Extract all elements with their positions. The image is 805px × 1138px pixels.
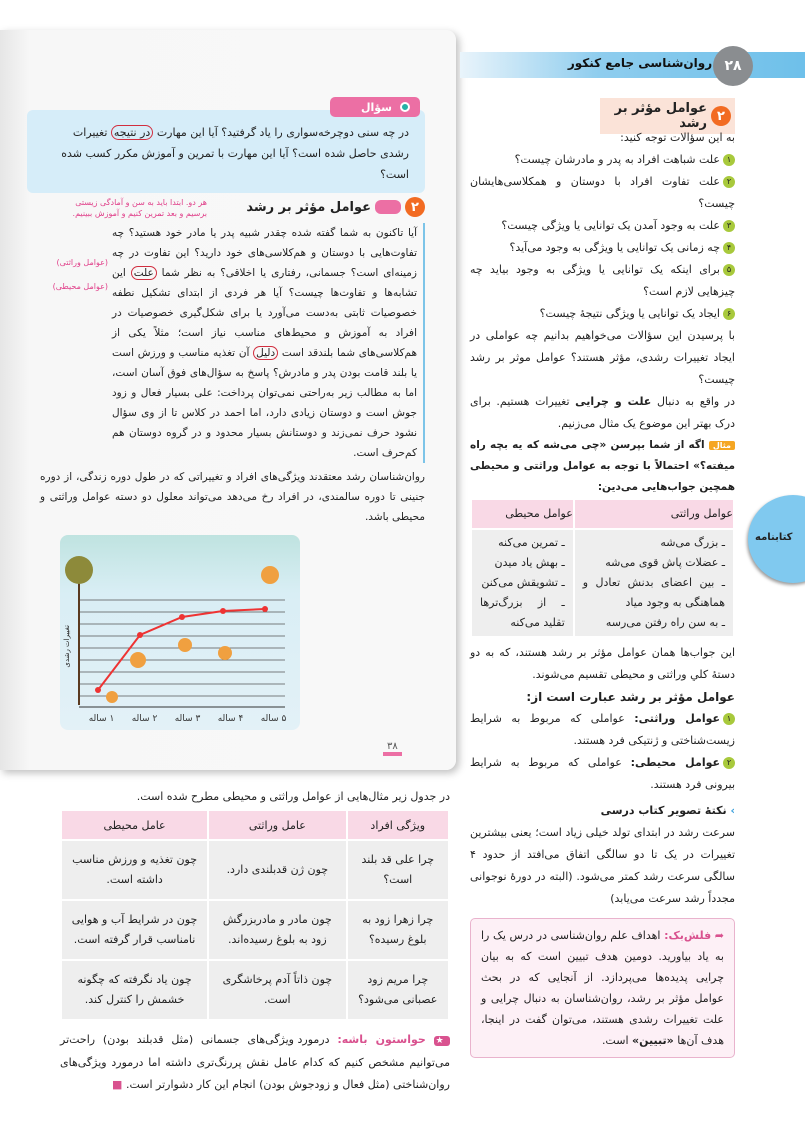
flashback-box: ➦ فلش‌بک: اهداف علم روان‌شناسی در درس یک را به یاد بیاورید. دومین هدف تبیین است که به بیان چرایی پدیده‌ها می‌پردازد. از آنجایی که در بحث عوامل مؤثر بر رشد، روان‌شناسان به دنبال چرایی و علت تغییرات رشدی هستند، می‌توان گفت در اینجا، هدف آن‌ها «تبیین» است. [470,918,735,1058]
handwritten-note: هر دو. ابتدا باید به سن و آمادگی زیستی برسیم و بعد تمرین کنیم و آموزش ببینیم. [72,198,207,218]
section-tag-icon [375,200,401,214]
left-book-page [0,30,456,770]
note-hereditary: (عوامل وراثتی) [56,258,108,267]
left-paragraph-2: روان‌شناسان رشد معتقدند ویژگی‌های افراد و تغییراتی که در طول دوره زندگی، از دوره جنینی تا دوره سالمندی، در افراد رخ می‌دهد می‌تواند معلول دو دسته عوامل وراثتی و محیطی باشد. [40,471,425,523]
left-page-number: ۳۸ [383,741,402,756]
tree-icon [65,556,93,584]
table-row: چرا علی قد بلند است؟ چون ژن قدبلندی دارد. چون تغذیه و ورزش مناسب داشته است. [62,841,448,899]
left-section-title: ۲ عوامل مؤثر بر رشد [246,197,425,217]
factors-title: عوامل مؤثر بر رشد عبارت است از: [526,690,735,704]
example: مثال اگه از شما بپرسن «چی می‌شه که یه بچه راه میفته؟» احتمالاً با توجه به عوامل وراثتی و محیطی همچین جواب‌هایی می‌دین: [470,439,735,493]
page-number: ۲۸ [713,46,753,86]
warning-note: ★ حواستون باشه: درمورد ویژگی‌های جسمانی (مثل قدبلند بودن) راحت‌تر می‌توانیم مشخص کنیم که کدام عامل نقش پررنگ‌تری داشته اما درمورد ویژگی‌های روان‌شناختی (مثل فعال و زودجوش بودن) انجام این کار دشوارتر است. ■ [60,1033,450,1091]
list-item: ۴چه زمانی یک توانایی یا ویژگی به وجود می‌آید؟ [470,237,735,259]
examples-table: ویژگی افراد عامل وراثتی عامل محیطی چرا علی قد بلند است؟ چون ژن قدبلندی دارد. چون تغذیه و ورزش مناسب داشته است. چرا زهرا زود به بلوغ رسیده؟ چون مادر و مادربزرگش زود به بلوغ رسیده‌اند. چون در شرایط آب و هوایی نامناسب قرار گرفته است. چرا مریم زود عصبانی می‌شود؟ چون ذاتاً آدم پرخاشگری است. چون یاد نگرفته که چگونه خشمش را کنترل کند. [60,809,450,1021]
left-column [0,30,456,1096]
book-title: روان‌شناسی جامع کنکور [567,56,713,70]
question-list [470,149,735,325]
table-row: چرا زهرا زود به بلوغ رسیده؟ چون مادر و مادربزرگش زود به بلوغ رسیده‌اند. چون در شرایط آب و هوایی نامناسب قرار گرفته است. [62,901,448,959]
question-label: سؤال [330,97,420,117]
star-icon: ★ [435,1036,448,1046]
table-intro: در جدول زیر مثال‌هایی از عوامل وراثتی و محیطی مطرح شده است. [136,790,450,803]
list-item: ۶ایجاد یک توانایی یا ویژگی نتیجهٔ چیست؟ [470,303,735,325]
hereditary-cell: ـ بزرگ می‌شه ـ عضلات پاش قوی می‌شه ـ بین اعضای بدنش تعادل و هماهنگی به وجود میاد ـ به سن راه رفتن می‌رسه [575,530,733,636]
list-item: ۱علت شباهت افراد به پدر و مادرشان چیست؟ [470,149,735,171]
list-item: ۲عوامل محیطی: عواملی که مربوط به شرایط بیرونی فرد هستند. [470,756,735,791]
children-figures-icon [106,566,279,703]
table-row: چرا مریم زود عصبانی می‌شود؟ چون ذاتاً آدم پرخاشگری است. چون یاد نگرفته که چگونه خشمش را کنترل کند. [62,961,448,1019]
chevron-icon: › [730,804,735,817]
left-paragraph-1: آیا تاکنون به شما گفته شده چقدر شبیه پدر یا مادر خود هستید؟ چه تفاوت‌هایی با دوستان و هم‌کلاسی‌های خود دارید؟ این تفاوت در چه زمینه‌ای است؟ جسمانی، رفتاری یا اخلاقی؟ به نظر شما علت این تشابه‌ها و تفاوت‌ها چیست؟ آیا هر فردی از ابتدای تشکیل نطفه خصوصیات ثابتی به‌دست می‌آورد یا برای شکل‌گیری خصوصیات در افراد به آموزش و محیط‌های مناسب نیاز است؛ مثلاً یکی از هم‌کلاسی‌های شما بلندقد است دلیل آن تغذیه مناسب و ورزش است یا بلند قامت بودن پدر و مادرش؟ پاسخ به سؤال‌های فوق آسان است، اما به مطالب زیر به‌راحتی نمی‌توان پرداخت: علی بسیار فعال و زود جوش است و دوستان زیادی دارد، اما احمد در کلاس تا از وی سؤال نشود حرف نمی‌زند و دوستانش بسیار محدود و در گروه دوستان هم کم‌حرف است. (عوامل وراثتی) (عوامل محیطی) [40,223,425,463]
growth-illustration [60,535,300,730]
bullet-icon [400,102,410,112]
note-environmental: (عوامل محیطی) [52,282,108,291]
right-body: به این سؤالات توجه کنید: ۱علت شباهت افراد به پدر و مادرشان چیست؟ ۲علت تفاوت افراد با دوستان و همکلاسی‌هایشان چیست؟ ۳علت به وجود آمدن یک توانایی یا ویژگی چیست؟ ۴چه زمانی یک توانایی یا ویژگی به وجود می‌آید؟ ۵برای اینکه یک توانایی یا ویژگی به وجود بیاید چه چیزهایی لازم است؟ ۶ایجاد یک توانایی یا ویژگی نتیجهٔ چیست؟ با پرسیدن این سؤالات می‌خواهیم بدانیم چه عواملی در ایجاد تغییرات رشدی، مؤثر هستند؟ عوامل موثر بر رشد چیست؟ در واقع به دنبال علت و چرایی تغییرات هستیم. برای درک بهتر این موضوع یک مثال می‌زنیم. مثال اگه از شما بپرسن «چی می‌شه که یه بچه راه میفته؟» احتمالاً با توجه به عوامل وراثتی و محیطی همچین جواب‌هایی می‌دین: عوامل وراثتی عوامل محیطی ـ بزرگ می‌شه ـ عضلات پاش قوی می‌شه ـ بین اعضای بدنش تعادل و هماهنگی به وجود میاد ـ به سن راه رفتن می‌رسه ـ تمرین می‌کنه ـ بهش یاد میدن ـ تشویقش می‌کنن ـ از بزرگ‌ترها تقلید می‌کنه این جواب‌ها همان عوامل مؤثر بر رشد هستند، که به دو دستهٔ کلي وراثتی و محیطی تقسیم می‌شوند. عوامل مؤثر بر رشد عبارت است از: ۱عوامل وراثتی: عواملی که مربوط به شرایط زیست‌شناختی و ژنتیکی فرد هستند. ۲عوامل محیطی: عواملی که مربوط به شرایط بیرونی فرد هستند. › نکتهٔ تصویر کتاب درسی سرعت رشد در ابتدای تولد خیلی زیاد است؛ یعنی بیشترین تغییرات در یک تا دو سالگی اتفاق می‌افتد از حدود ۴ سالگی سرعت رشد کمتر می‌شود. (البته در دورهٔ نوجوانی مجدداً رشد سرعت می‌یابد) ➦ فلش‌بک: اهداف علم روان‌شناسی در درس یک را به یاد بیاورید. دومین هدف تبیین است که به بیان چرایی پدیده‌ها می‌پردازد. از آنجایی که در بحث عوامل مؤثر بر رشد، روان‌شناسان به دنبال چرایی و علت تغییرات رشدی هستند، می‌توان گفت در اینجا، هدف آن‌ها «تبیین» است. [470,127,735,1058]
y-axis-label: تغییرات رشدی [63,625,71,668]
bottom-section [0,790,456,1096]
left-title-row [27,197,425,219]
x-axis-labels: ۱ ساله ۲ ساله ۳ ساله ۴ ساله ۵ ساله [88,714,287,724]
list-item: ۵برای اینکه یک توانایی یا ویژگی به وجود بیاید چه چیزهایی لازم است؟ [470,263,735,298]
example-tag: مثال [709,441,735,450]
arrow-icon: ➦ [714,929,725,942]
end-mark-icon: ■ [112,1078,123,1091]
right-section-title: ۲ عوامل مؤثر بر رشد [600,98,735,134]
list-item: ۱عوامل وراثتی: عواملی که مربوط به شرایط زیست‌شناختی و ژنتیکی فرد هستند. [470,712,735,747]
growth-chart-svg [60,535,300,715]
example-table: عوامل وراثتی عوامل محیطی ـ بزرگ می‌شه ـ عضلات پاش قوی می‌شه ـ بین اعضای بدنش تعادل و هماهنگی به وجود میاد ـ به سن راه رفتن می‌رسه ـ تمرین می‌کنه ـ بهش یاد میدن ـ تشویقش می‌کنن ـ از بزرگ‌ترها تقلید می‌کنه [470,498,735,638]
list-item: ۲علت تفاوت افراد با دوستان و همکلاسی‌هایشان چیست؟ [470,175,735,210]
list-item: ۳علت به وجود آمدن یک توانایی یا ویژگی چیست؟ [470,215,735,237]
environmental-cell: ـ تمرین می‌کنه ـ بهش یاد میدن ـ تشویقش می‌کنن ـ از بزرگ‌ترها تقلید می‌کنه [472,530,573,636]
tip-title: › نکتهٔ تصویر کتاب درسی [600,804,735,817]
side-tab-label[interactable]: کتابنامه [755,532,793,543]
question-box: در چه سنی دوچرخه‌سواری را یاد گرفتید؟ آیا این مهارت در نتیجه تغییرات رشدی حاصل شده است؟ آیا این مهارت با تمرین و آموزش مکرر کسب شده است؟ [27,110,425,193]
